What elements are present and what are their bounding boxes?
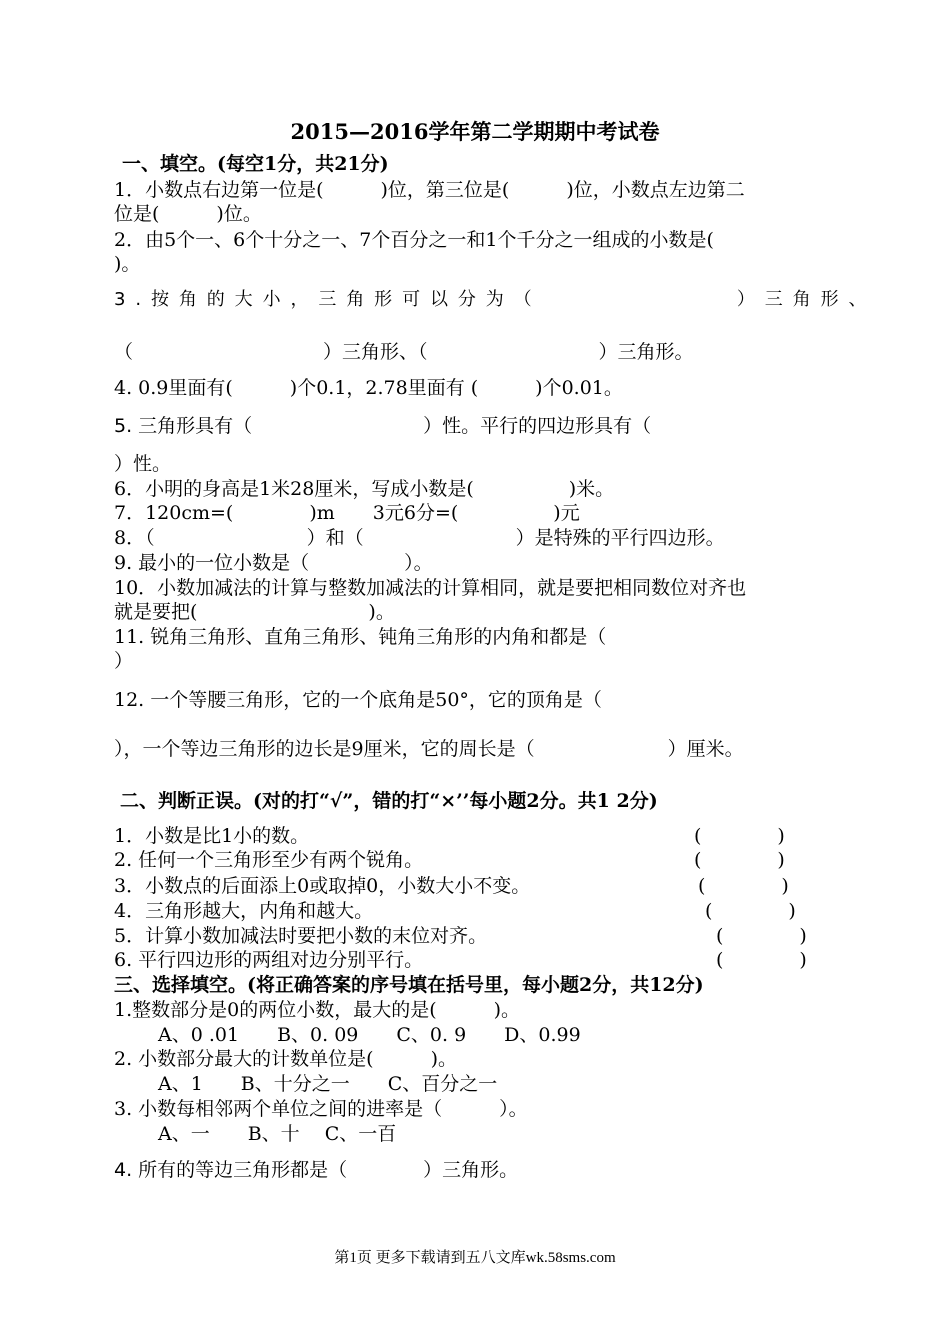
answer-blank[interactable]: ( ) [716,949,807,971]
section3-heading: 三、选择填空。(将正确答案的序号填在括号里，每小题2分，共12分) [114,974,704,996]
s2-item: 3．小数点的后面添上0或取掉0，小数大小不变。 [114,875,531,897]
s1-line: 3.按角的大小，三角形可以分为（ ）三角形、 [114,289,877,310]
s1-line: 4. 0.9里面有( )个0.1，2.78里面有 ( )个0.01。 [114,377,623,399]
s1-line: 就是要把( )。 [114,601,395,623]
s2-item: 6. 平行四边形的两组对边分别平行。 [114,949,424,971]
section2-heading: 二、判断正误。(对的打“√”，错的打“×’’每小题2分。共1 2分) [120,790,658,812]
s1-line: 位是( )位。 [114,203,262,225]
s2-item: 2. 任何一个三角形至少有两个锐角。 [114,849,424,871]
answer-blank[interactable]: ( ) [698,875,789,897]
s3-options: A、0 .01 B、0. 09 C、0. 9 D、0.99 [158,1024,581,1046]
page-footer: 第1页 更多下载请到五八文库wk.58sms.com [334,1250,616,1266]
s1-line: 11. 锐角三角形、直角三角形、钝角三角形的内角和都是（ [114,626,607,648]
s1-line: 8．（ ）和（ ）是特殊的平行四边形。 [114,527,725,549]
s1-line: 7．120cm=( )m 3元6分=( )元 [114,502,580,524]
s1-line: 5. 三角形具有（ ）性。平行的四边形具有（ [114,415,652,437]
s1-line: 6．小明的身高是1米28厘米，写成小数是( )米。 [114,478,615,500]
s2-item: 5．计算小数加减法时要把小数的末位对齐。 [114,925,488,947]
s2-item: 1．小数是比1小的数。 [114,825,310,847]
s1-line: ） [114,650,134,672]
s1-line: )。 [114,253,141,275]
page-title: 2015—2016学年第二学期期中考试卷 [290,119,660,144]
section1-heading: 一、填空。(每空1分，共21分) [122,153,389,175]
s1-line: 10．小数加减法的计算与整数加减法的计算相同，就是要把相同数位对齐也 [114,577,747,599]
s1-line: 2．由5个一、6个十分之一、7个百分之一和1个千分之一组成的小数是( [114,229,714,251]
s3-line: 1.整数部分是0的两位小数，最大的是( )。 [114,999,521,1021]
s1-line: 12. 一个等腰三角形，它的一个底角是50°，它的顶角是（ [114,689,602,711]
answer-blank[interactable]: ( ) [694,849,785,871]
s3-options: A、1 B、十分之一 C、百分之一 [158,1073,498,1095]
s1-line: 9. 最小的一位小数是（ ）。 [114,552,433,574]
s1-line: ）性。 [114,453,172,475]
s3-line: 3. 小数每相邻两个单位之间的进率是（ ）。 [114,1098,528,1120]
s2-item: 4．三角形越大，内角和越大。 [114,900,374,922]
s1-line: ），一个等边三角形的边长是9厘米，它的周长是（ ）厘米。 [114,738,744,760]
s1-line: 1．小数点右边第一位是( )位，第三位是( )位，小数点左边第二 [114,179,745,201]
s3-options: A、一 B、十 C、一百 [158,1123,397,1145]
s3-line: 2. 小数部分最大的计数单位是( )。 [114,1048,457,1070]
answer-blank[interactable]: ( ) [705,900,796,922]
answer-blank[interactable]: ( ) [716,925,807,947]
s3-line: 4. 所有的等边三角形都是（ ）三角形。 [114,1159,519,1181]
answer-blank[interactable]: ( ) [694,825,785,847]
s1-line: （ ）三角形、（ ）三角形。 [114,341,694,363]
